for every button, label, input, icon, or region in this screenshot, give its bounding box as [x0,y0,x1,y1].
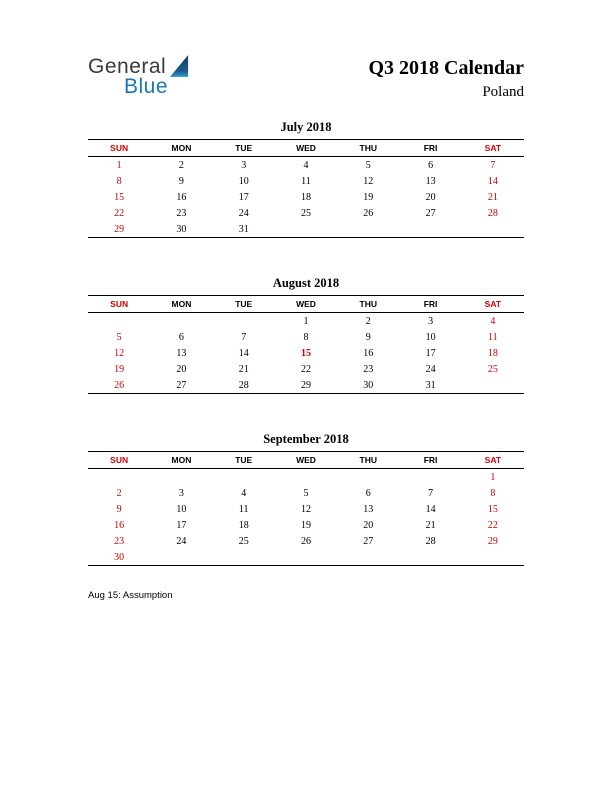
day-header-wed: WED [296,299,316,309]
day-cell: 26 [114,380,125,391]
day-cell: 22 [300,364,311,375]
empty-cell [462,377,524,393]
day-header-tue: TUE [235,455,253,465]
day-cell: 1 [303,316,309,327]
day-cell: 13 [363,504,374,515]
day-cell: 5 [116,332,122,343]
day-cell: 6 [365,488,371,499]
day-cell: 7 [428,488,434,499]
day-cell: 2 [178,160,184,171]
day-cell: 12 [363,176,374,187]
day-cell: 8 [490,488,496,499]
empty-cell [213,549,275,565]
empty-cell [275,549,337,565]
day-header-fri: FRI [423,299,438,309]
week-row [88,361,524,377]
day-cell: 7 [241,332,247,343]
day-header-mon: MON [171,455,192,465]
day-header-wed: WED [296,455,316,465]
week-row [88,533,524,549]
day-cell: 4 [490,316,496,327]
week-row [88,345,524,361]
day-cell: 8 [116,176,122,187]
day-cell: 15 [487,504,498,515]
day-cell: 10 [425,332,436,343]
day-cell: 3 [241,160,247,171]
day-header-sat: SAT [484,299,502,309]
day-cell: 9 [365,332,371,343]
page-subtitle: Poland [482,84,524,100]
day-cell: 10 [176,504,187,515]
day-cell: 24 [176,536,187,547]
day-cell: 30 [114,552,125,563]
calendar-grid [88,451,524,566]
day-cell: 2 [116,488,122,499]
day-cell: 24 [238,208,249,219]
week-row [88,329,524,345]
logo-text-general: General [88,55,167,78]
month-title: September 2018 [263,432,349,446]
day-header-mon: MON [171,299,192,309]
day-cell: 13 [425,176,436,187]
empty-cell [337,469,399,485]
day-cell: 16 [176,192,187,203]
day-cell: 14 [425,504,436,515]
holiday-footnote: Aug 15: Assumption [88,590,173,601]
day-cell: 16 [114,520,125,531]
empty-cell [275,469,337,485]
day-cell: 13 [176,348,187,359]
day-header-row [88,139,524,157]
day-header-sun: SUN [110,143,129,153]
day-cell: 29 [114,224,125,235]
day-cell: 18 [487,348,498,359]
day-cell: 18 [300,192,311,203]
day-header-tue: TUE [235,143,253,153]
empty-cell [275,221,337,237]
page-title: Q3 2018 Calendar [368,57,524,79]
day-cell: 19 [363,192,374,203]
day-cell: 21 [425,520,436,531]
calendar-grid [88,139,524,238]
day-header-sun: SUN [110,455,129,465]
week-row [88,517,524,533]
sail-triangle-icon [169,54,189,78]
day-cell: 5 [365,160,371,171]
week-row [88,221,524,237]
day-cell: 5 [303,488,309,499]
day-header-mon: MON [171,143,192,153]
day-cell: 23 [176,208,187,219]
day-header-sun: SUN [110,299,129,309]
day-cell: 24 [425,364,436,375]
day-header-sat: SAT [484,455,502,465]
day-cell: 27 [176,380,187,391]
day-header-fri: FRI [423,143,438,153]
day-header-tue: TUE [235,299,253,309]
empty-cell [213,469,275,485]
calendar-grid [88,295,524,394]
day-cell: 15 [300,348,311,359]
month-title: August 2018 [272,276,340,290]
day-cell: 29 [487,536,498,547]
day-cell: 21 [487,192,498,203]
week-row [88,501,524,517]
empty-cell [88,469,150,485]
day-cell: 20 [176,364,187,375]
day-header-fri: FRI [423,455,438,465]
day-header-row [88,451,524,469]
week-row [88,469,524,485]
logo-text-blue: Blue [124,75,169,98]
day-cell: 17 [176,520,187,531]
day-cell: 21 [238,364,249,375]
day-cell: 10 [238,176,249,187]
months-container [88,120,524,566]
empty-cell [337,221,399,237]
day-cell: 2 [365,316,371,327]
day-cell: 9 [178,176,184,187]
day-header-thu: THU [359,299,378,309]
week-row [88,377,524,393]
empty-cell [462,549,524,565]
day-cell: 25 [238,536,249,547]
day-cell: 22 [487,520,498,531]
day-cell: 18 [238,520,249,531]
day-cell: 26 [300,536,311,547]
week-row [88,549,524,565]
day-cell: 28 [487,208,498,219]
empty-cell [88,313,150,329]
day-cell: 25 [487,364,498,375]
empty-cell [399,221,461,237]
day-cell: 17 [238,192,249,203]
day-cell: 4 [303,160,309,171]
day-cell: 9 [116,504,122,515]
empty-cell [462,221,524,237]
calendar-content [88,120,524,601]
day-cell: 3 [428,316,434,327]
day-cell: 12 [300,504,311,515]
day-cell: 25 [300,208,311,219]
day-header-sat: SAT [484,143,502,153]
day-cell: 8 [303,332,309,343]
day-cell: 4 [241,488,247,499]
day-header-wed: WED [296,143,316,153]
day-cell: 11 [301,176,311,187]
day-cell: 27 [363,536,374,547]
month-august [88,276,524,394]
day-cell: 31 [425,380,436,391]
week-row [88,157,524,173]
day-cell: 17 [425,348,436,359]
week-row [88,313,524,329]
day-cell: 23 [363,364,374,375]
day-cell: 23 [114,536,125,547]
day-cell: 12 [114,348,125,359]
day-header-thu: THU [359,455,378,465]
day-cell: 26 [363,208,374,219]
empty-cell [337,549,399,565]
day-cell: 19 [300,520,311,531]
empty-cell [150,549,212,565]
day-cell: 16 [363,348,374,359]
empty-cell [399,549,461,565]
day-cell: 14 [487,176,498,187]
day-cell: 27 [425,208,436,219]
month-july [88,120,524,238]
day-cell: 14 [238,348,249,359]
day-cell: 19 [114,364,125,375]
day-cell: 6 [428,160,434,171]
day-cell: 20 [363,520,374,531]
title-block [368,56,524,102]
empty-cell [399,469,461,485]
week-row [88,173,524,189]
day-cell: 29 [300,380,311,391]
day-cell: 28 [238,380,249,391]
general-blue-logo [88,54,189,97]
day-cell: 11 [238,504,249,515]
day-cell: 15 [114,192,125,203]
week-row [88,189,524,205]
day-cell: 3 [178,488,184,499]
day-cell: 30 [363,380,374,391]
day-header-row [88,295,524,313]
day-cell: 30 [176,224,187,235]
day-cell: 1 [490,472,496,483]
empty-cell [213,313,275,329]
empty-cell [150,469,212,485]
month-september [88,432,524,566]
day-cell: 11 [488,332,498,343]
day-cell: 28 [425,536,436,547]
day-cell: 6 [178,332,184,343]
week-row [88,205,524,221]
empty-cell [150,313,212,329]
day-cell: 7 [490,160,496,171]
week-row [88,485,524,501]
day-cell: 31 [238,224,249,235]
month-title: July 2018 [280,120,332,134]
day-cell: 22 [114,208,125,219]
day-cell: 1 [116,160,122,171]
day-header-thu: THU [359,143,378,153]
day-cell: 20 [425,192,436,203]
